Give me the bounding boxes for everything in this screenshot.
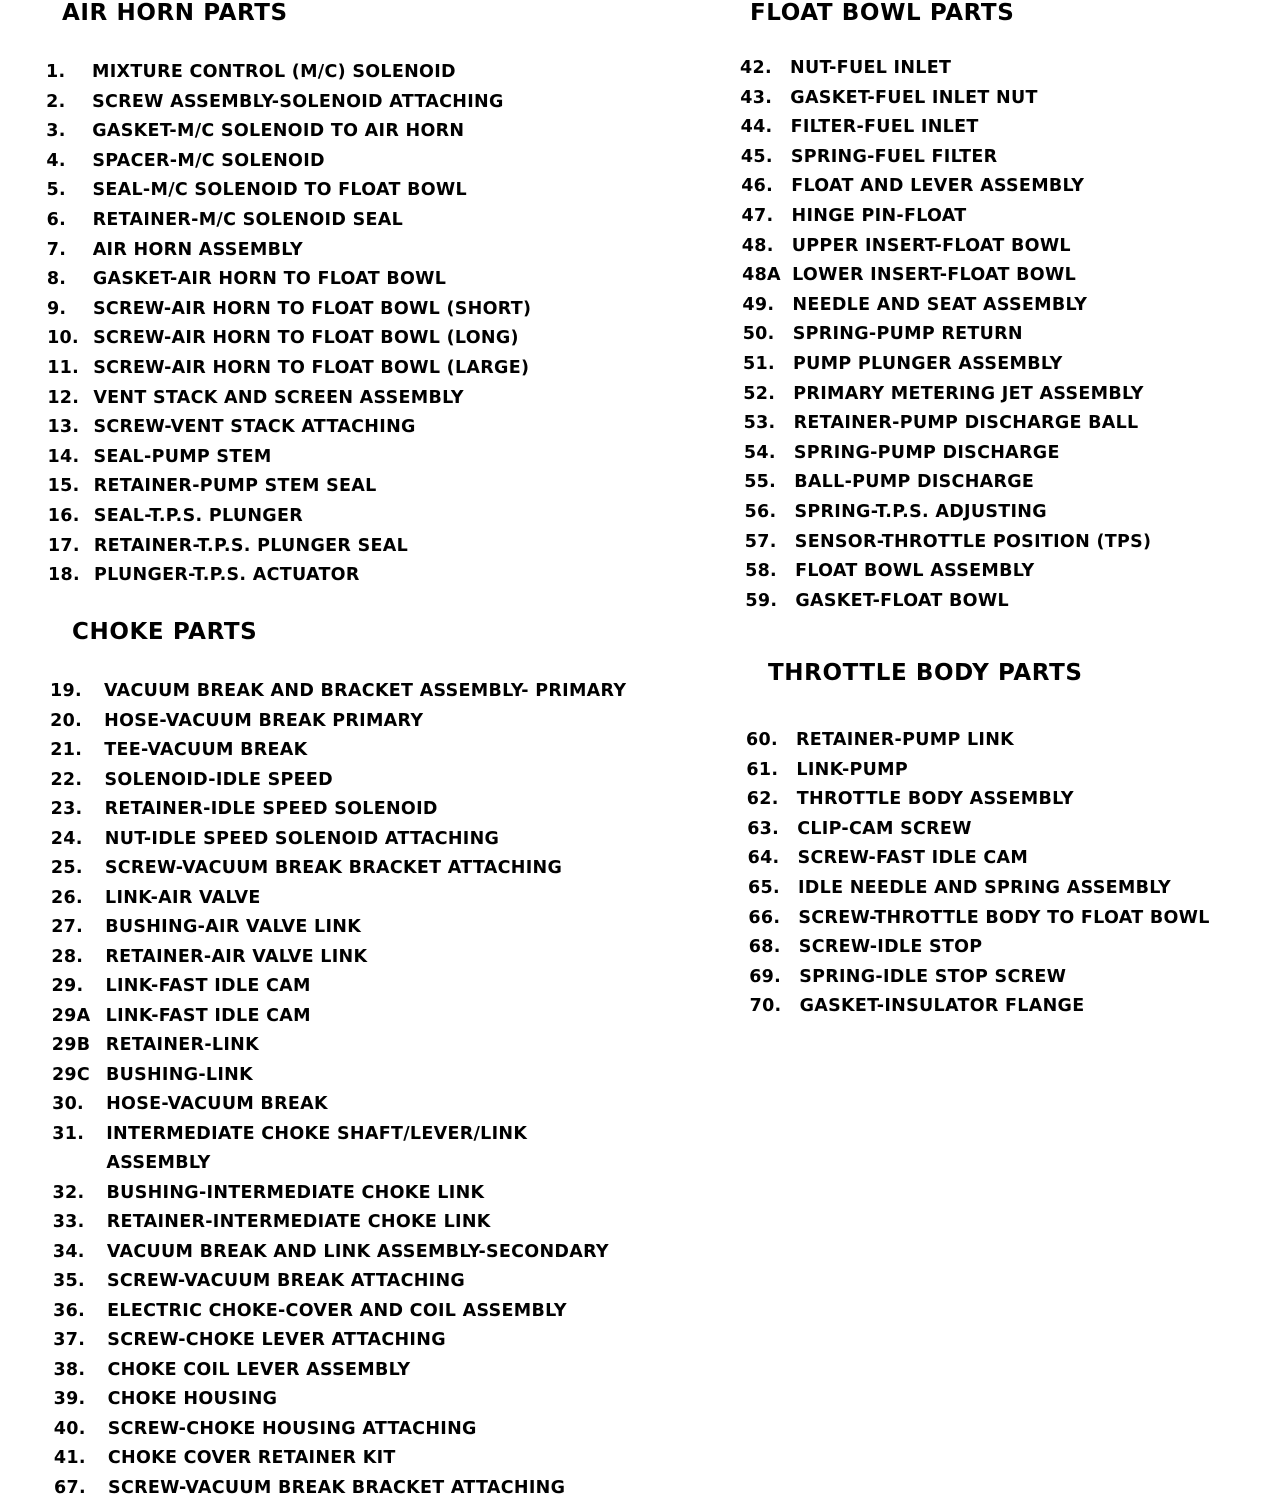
parts-list-item <box>48 505 303 527</box>
item-description: NEEDLE AND SEAT ASSEMBLY <box>792 294 1088 315</box>
throttle-body-parts-heading: THROTTLE BODY PARTS <box>768 660 1083 686</box>
parts-list-item <box>46 179 466 201</box>
item-description: SCREW-AIR HORN TO FLOAT BOWL (LARGE) <box>93 358 530 378</box>
item-description: SEAL-T.P.S. PLUNGER <box>93 506 303 526</box>
item-description: HOSE-VACUUM BREAK <box>106 1094 328 1114</box>
item-number: 43. <box>740 87 773 108</box>
item-number: 69. <box>749 966 782 987</box>
item-description: BUSHING-INTERMEDIATE CHOKE LINK <box>106 1182 485 1203</box>
parts-list-item <box>53 1359 410 1381</box>
item-description: NUT-IDLE SPEED SOLENOID ATTACHING <box>104 828 500 849</box>
item-number: 17. <box>47 535 80 556</box>
parts-list-item <box>47 387 464 409</box>
item-description: ELECTRIC CHOKE-COVER AND COIL ASSEMBLY <box>107 1300 567 1321</box>
parts-list-item <box>746 729 1014 751</box>
parts-list-item <box>745 590 1009 612</box>
item-number: 61. <box>746 759 779 780</box>
item-number: 45. <box>740 146 773 167</box>
parts-list-item <box>52 1034 259 1056</box>
item-number: 4. <box>46 150 66 171</box>
item-number: 7. <box>46 239 67 260</box>
item-number: 22. <box>50 769 83 790</box>
item-number: 27. <box>51 917 84 937</box>
parts-list-item <box>748 877 1171 899</box>
item-number: 68. <box>748 937 781 958</box>
parts-list-item <box>745 560 1034 582</box>
parts-list-item <box>742 294 1087 316</box>
item-number: 29A <box>51 1005 91 1026</box>
item-description: SPRING-PUMP RETURN <box>792 324 1023 345</box>
parts-list-item <box>52 1152 210 1174</box>
item-number: 10. <box>47 328 79 349</box>
parts-list-item <box>46 61 456 83</box>
item-description: RETAINER-T.P.S. PLUNGER SEAL <box>93 535 409 556</box>
item-number: 42. <box>740 58 772 78</box>
item-number: 60. <box>746 730 778 750</box>
choke-parts-heading: CHOKE PARTS <box>72 619 258 645</box>
item-description: PUMP PLUNGER ASSEMBLY <box>793 354 1063 374</box>
item-description: HOSE-VACUUM BREAK PRIMARY <box>104 710 424 731</box>
item-number: 34. <box>52 1241 85 1262</box>
item-number: 44. <box>740 117 773 138</box>
item-description: INTERMEDIATE CHOKE SHAFT/LEVER/LINK <box>106 1123 528 1144</box>
item-description: HINGE PIN-FLOAT <box>791 206 967 226</box>
item-number: 13. <box>47 417 80 438</box>
item-description: RETAINER-LINK <box>105 1035 259 1055</box>
parts-list-item <box>54 1418 477 1440</box>
parts-list-item <box>740 87 1037 109</box>
parts-list-item <box>47 268 446 290</box>
item-number: 39. <box>53 1389 86 1409</box>
parts-list-item <box>53 1241 609 1263</box>
item-description: SEAL-PUMP STEM <box>93 446 272 467</box>
parts-list-item <box>51 887 261 909</box>
item-description: SCREW-CHOKE HOUSING ATTACHING <box>107 1418 477 1439</box>
parts-list-item <box>47 209 403 231</box>
item-number: 11. <box>47 358 80 378</box>
item-description: RETAINER-INTERMEDIATE CHOKE LINK <box>106 1212 491 1232</box>
item-number: 66. <box>748 907 781 928</box>
item-number: 25. <box>50 858 83 878</box>
parts-list-item <box>749 936 983 958</box>
item-description: SCREW-IDLE STOP <box>798 937 983 958</box>
item-description: SPRING-IDLE STOP SCREW <box>799 966 1067 987</box>
parts-list-item <box>742 235 1071 257</box>
item-number: 59. <box>745 590 778 611</box>
parts-list-item <box>47 357 529 379</box>
item-description: VENT STACK AND SCREEN ASSEMBLY <box>93 387 464 408</box>
item-number: 24. <box>50 828 83 849</box>
parts-list-item <box>51 798 438 820</box>
parts-list-item <box>50 769 333 791</box>
item-description: GASKET-INSULATOR FLANGE <box>799 996 1085 1017</box>
item-description: FLOAT AND LEVER ASSEMBLY <box>791 176 1085 197</box>
parts-list-item <box>46 91 504 113</box>
item-description: PLUNGER-T.P.S. ACTUATOR <box>94 565 360 586</box>
parts-list-item <box>48 446 272 468</box>
item-number: 70. <box>749 996 782 1017</box>
parts-list-item <box>46 120 464 142</box>
item-number: 32. <box>52 1182 85 1203</box>
item-number: 38. <box>53 1359 86 1380</box>
item-number: 64. <box>747 848 780 869</box>
parts-list-item <box>53 1211 491 1233</box>
parts-list-item <box>54 1447 396 1469</box>
parts-list-item <box>47 239 303 261</box>
parts-list-item <box>51 857 562 879</box>
parts-list-item <box>748 907 1209 929</box>
item-number: 67. <box>54 1477 86 1498</box>
item-description: SENSOR-THROTTLE POSITION (TPS) <box>794 531 1152 552</box>
parts-list-item <box>743 323 1023 345</box>
item-number: 20. <box>50 710 83 731</box>
item-description: MIXTURE CONTROL (M/C) SOLENOID <box>92 62 456 82</box>
item-description: FILTER-FUEL INLET <box>790 117 979 138</box>
item-description: SEAL-M/C SOLENOID TO FLOAT BOWL <box>92 180 467 201</box>
item-description: CHOKE COVER RETAINER KIT <box>107 1448 396 1468</box>
parts-list-item <box>744 471 1034 493</box>
item-number: 55. <box>744 472 777 493</box>
item-description: SCREW-VACUUM BREAK BRACKET ATTACHING <box>104 858 563 878</box>
item-description: PRIMARY METERING JET ASSEMBLY <box>793 383 1144 404</box>
parts-list-item <box>54 1388 278 1410</box>
item-description: GASKET-M/C SOLENOID TO AIR HORN <box>92 121 465 142</box>
parts-list-item <box>743 383 1143 405</box>
item-number: 2. <box>46 91 66 112</box>
parts-list-item <box>740 57 951 79</box>
item-number: 35. <box>53 1271 85 1291</box>
item-description: RETAINER-PUMP LINK <box>796 730 1015 750</box>
item-number: 46. <box>741 176 774 197</box>
item-description: SCREW-AIR HORN TO FLOAT BOWL (LONG) <box>93 328 519 349</box>
parts-list-item <box>742 205 967 227</box>
parts-list-item <box>48 475 377 497</box>
item-description: RETAINER-AIR VALVE LINK <box>105 946 368 967</box>
item-number: 33. <box>52 1212 85 1232</box>
parts-list-item <box>742 264 1076 286</box>
parts-list-item <box>52 1005 311 1027</box>
parts-list-item <box>744 442 1060 464</box>
item-number: 14. <box>47 446 80 467</box>
item-number: 57. <box>744 531 777 552</box>
parts-list-item <box>741 116 979 138</box>
item-description: FLOAT BOWL ASSEMBLY <box>795 561 1035 582</box>
parts-list-item <box>747 788 1074 810</box>
item-description: GASKET-AIR HORN TO FLOAT BOWL <box>92 269 447 290</box>
parts-list-item <box>53 1329 446 1351</box>
item-description: SPRING-FUEL FILTER <box>790 146 998 167</box>
item-number: 49. <box>742 294 775 315</box>
parts-list-item <box>53 1182 485 1204</box>
item-number: 5. <box>46 180 66 201</box>
item-description: BUSHING-LINK <box>105 1064 253 1085</box>
item-number: 63. <box>747 818 780 839</box>
item-number: 51. <box>743 354 775 374</box>
parts-list-item <box>750 995 1085 1017</box>
parts-list-item <box>54 1477 565 1499</box>
item-number: 19. <box>50 681 82 701</box>
item-number: 62. <box>746 789 779 810</box>
item-number: 48A <box>742 265 781 286</box>
item-number: 23. <box>50 799 83 819</box>
parts-list-item <box>48 535 408 557</box>
item-description: ASSEMBLY <box>106 1153 211 1173</box>
item-description: IDLE NEEDLE AND SPRING ASSEMBLY <box>798 878 1171 898</box>
item-number: 16. <box>47 506 80 526</box>
item-number: 41. <box>53 1448 86 1468</box>
parts-list-item <box>744 412 1139 434</box>
item-description: BALL-PUMP DISCHARGE <box>794 472 1035 493</box>
item-number <box>52 1152 106 1174</box>
parts-list-item <box>53 1300 567 1322</box>
item-number: 3. <box>46 121 66 142</box>
item-description: SCREW-FAST IDLE CAM <box>797 848 1029 869</box>
item-description: SCREW-THROTTLE BODY TO FLOAT BOWL <box>798 907 1210 928</box>
parts-list-item <box>741 175 1084 197</box>
item-description: VACUUM BREAK AND LINK ASSEMBLY-SECONDARY <box>106 1241 609 1262</box>
item-description: RETAINER-M/C SOLENOID SEAL <box>92 210 404 230</box>
item-number: 40. <box>53 1418 86 1439</box>
item-description: TEE-VACUUM BREAK <box>104 740 308 760</box>
item-number: 9. <box>46 298 67 319</box>
parts-list-item <box>50 710 423 732</box>
item-description: RETAINER-PUMP STEM SEAL <box>93 476 377 497</box>
item-description: SPRING-T.P.S. ADJUSTING <box>794 502 1047 522</box>
item-number: 36. <box>53 1300 86 1321</box>
parts-list-item <box>747 818 972 840</box>
item-number: 29C <box>51 1064 91 1085</box>
item-description: SCREW-VACUUM BREAK ATTACHING <box>107 1271 466 1291</box>
item-description: THROTTLE BODY ASSEMBLY <box>796 789 1074 810</box>
parts-list-item <box>51 828 499 850</box>
item-description: SCREW-CHOKE LEVER ATTACHING <box>107 1330 446 1350</box>
item-description: BUSHING-AIR VALVE LINK <box>105 917 362 937</box>
item-number: 65. <box>748 878 780 898</box>
item-description: LINK-PUMP <box>796 759 908 780</box>
item-number: 15. <box>47 476 80 497</box>
item-number: 54. <box>743 442 776 463</box>
item-description: RETAINER-PUMP DISCHARGE BALL <box>793 413 1139 434</box>
parts-list-item <box>748 847 1029 869</box>
item-number: 37. <box>53 1330 86 1350</box>
item-description: CLIP-CAM SCREW <box>797 818 972 839</box>
item-description: LINK-FAST IDLE CAM <box>105 1005 311 1026</box>
item-number: 6. <box>46 210 67 230</box>
float-bowl-parts-heading: FLOAT BOWL PARTS <box>750 0 1015 26</box>
item-number: 28. <box>51 946 84 967</box>
item-number: 30. <box>52 1094 84 1114</box>
parts-list-item <box>52 975 311 997</box>
item-description: NUT-FUEL INLET <box>790 58 952 78</box>
parts-list-item <box>51 946 367 968</box>
parts-list-item <box>746 759 908 781</box>
parts-list-item <box>52 1123 527 1145</box>
item-number: 26. <box>51 887 83 908</box>
item-number: 1. <box>46 62 66 82</box>
item-number: 8. <box>46 269 67 290</box>
item-number: 56. <box>744 502 777 522</box>
item-description: LOWER INSERT-FLOAT BOWL <box>792 265 1077 286</box>
item-number: 52. <box>743 383 776 404</box>
item-description: LINK-FAST IDLE CAM <box>105 976 311 996</box>
item-description: SCREW ASSEMBLY-SOLENOID ATTACHING <box>92 91 504 112</box>
parts-list-item <box>50 680 626 702</box>
parts-list-item <box>745 531 1152 553</box>
parts-list-item <box>52 1093 328 1115</box>
parts-list-item <box>48 564 360 586</box>
parts-list-item <box>52 1064 253 1086</box>
parts-list-item <box>50 739 307 761</box>
item-number: 29. <box>51 976 84 996</box>
parts-list-item <box>47 416 415 438</box>
item-description: VACUUM BREAK AND BRACKET ASSEMBLY- PRIMARY <box>104 681 627 701</box>
item-description: CHOKE COIL LEVER ASSEMBLY <box>107 1359 411 1380</box>
item-number: 31. <box>52 1123 85 1144</box>
item-description: RETAINER-IDLE SPEED SOLENOID <box>104 799 438 819</box>
item-number: 47. <box>741 206 774 226</box>
item-number: 21. <box>50 740 83 760</box>
item-number: 12. <box>47 387 80 408</box>
air-horn-parts-heading: AIR HORN PARTS <box>62 0 288 26</box>
item-description: UPPER INSERT-FLOAT BOWL <box>791 235 1071 256</box>
parts-list-item <box>46 150 325 172</box>
parts-list-item <box>47 298 531 320</box>
item-description: SCREW-VENT STACK ATTACHING <box>93 417 416 438</box>
item-description: AIR HORN ASSEMBLY <box>92 239 303 260</box>
parts-list-item <box>743 353 1063 375</box>
item-description: SPACER-M/C SOLENOID <box>92 150 325 171</box>
parts-list-item <box>741 146 998 168</box>
item-description: GASKET-FLOAT BOWL <box>795 590 1009 611</box>
item-number: 58. <box>745 561 777 582</box>
item-number: 48. <box>741 235 774 256</box>
item-number: 29B <box>51 1035 91 1055</box>
item-description: SCREW-AIR HORN TO FLOAT BOWL (SHORT) <box>92 298 532 319</box>
parts-list-item <box>47 327 519 349</box>
item-number: 18. <box>48 565 80 586</box>
item-description: GASKET-FUEL INLET NUT <box>790 87 1038 108</box>
parts-list-item <box>749 966 1066 988</box>
parts-list-item <box>51 916 361 938</box>
item-description: SPRING-PUMP DISCHARGE <box>793 442 1060 463</box>
item-description: LINK-AIR VALVE <box>105 887 261 908</box>
item-number: 50. <box>742 324 775 345</box>
parts-list-item <box>745 501 1047 523</box>
item-description: CHOKE HOUSING <box>107 1389 278 1409</box>
item-number: 53. <box>743 413 776 434</box>
item-description: SOLENOID-IDLE SPEED <box>104 769 333 790</box>
item-description: SCREW-VACUUM BREAK BRACKET ATTACHING <box>108 1477 566 1498</box>
parts-list-item <box>53 1270 465 1292</box>
